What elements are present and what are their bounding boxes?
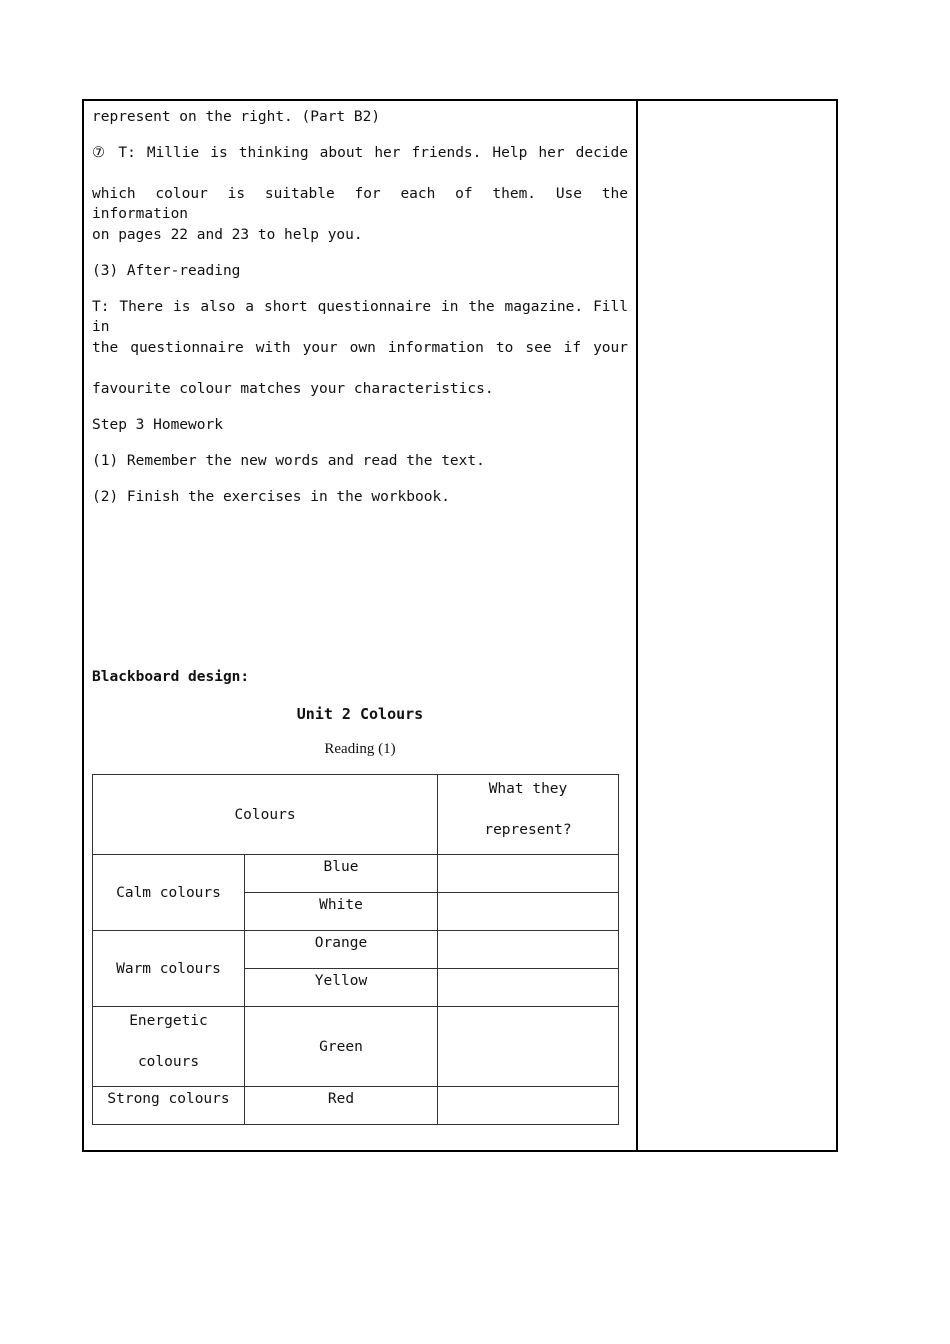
group-cell: Strong colours [93,1087,245,1125]
reading-title: Reading (1) [324,741,396,757]
text-line: represent on the right. (Part B2) [92,109,381,125]
text-line: Step 3 Homework [92,417,223,433]
represent-header-line2: represent? [484,822,572,838]
colour-cell: Red [245,1087,438,1125]
text-line: (3) After-reading [92,263,241,279]
colour-cell: Green [245,1007,438,1087]
meaning-cell [438,1007,619,1087]
meaning-cell [438,893,619,931]
group-cell: Calm colours [93,855,245,931]
unit-title: Unit 2 Colours [296,705,424,723]
meaning-cell [438,855,619,893]
text-line: on pages 22 and 23 to help you. [92,227,363,243]
group-cell [93,1007,245,1087]
group-cell-line1: Energetic [129,1013,208,1029]
text-line: favourite colour matches your characteristics. [92,381,494,397]
meaning-cell [438,969,619,1007]
lesson-plan-frame [82,99,838,1152]
text-line: T: There is also a short questionnaire in the magazine. Fill in [92,299,628,335]
meaning-cell [438,1087,619,1125]
blackboard-heading: Blackboard design: [92,669,250,685]
represent-header [438,775,619,855]
text-line: ⑦ T: Millie is thinking about her friends. Help her decide [92,145,628,161]
colour-cell: Yellow [245,969,438,1007]
blackboard-table [92,774,619,1125]
represent-header-line1: What they [488,781,568,797]
text-line: (1) Remember the new words and read the text. [92,453,485,469]
text-line: (2) Finish the exercises in the workbook. [92,489,450,505]
column-divider [636,101,638,1150]
group-cell-line2: colours [137,1054,200,1070]
colour-cell: Orange [245,931,438,969]
group-cell: Warm colours [93,931,245,1007]
colour-cell: Blue [245,855,438,893]
colours-header: Colours [93,775,438,855]
text-line: the questionnaire with your own information to see if your [92,340,628,356]
colour-cell: White [245,893,438,931]
meaning-cell [438,931,619,969]
text-line: which colour is suitable for each of them. Use the information [92,186,628,222]
